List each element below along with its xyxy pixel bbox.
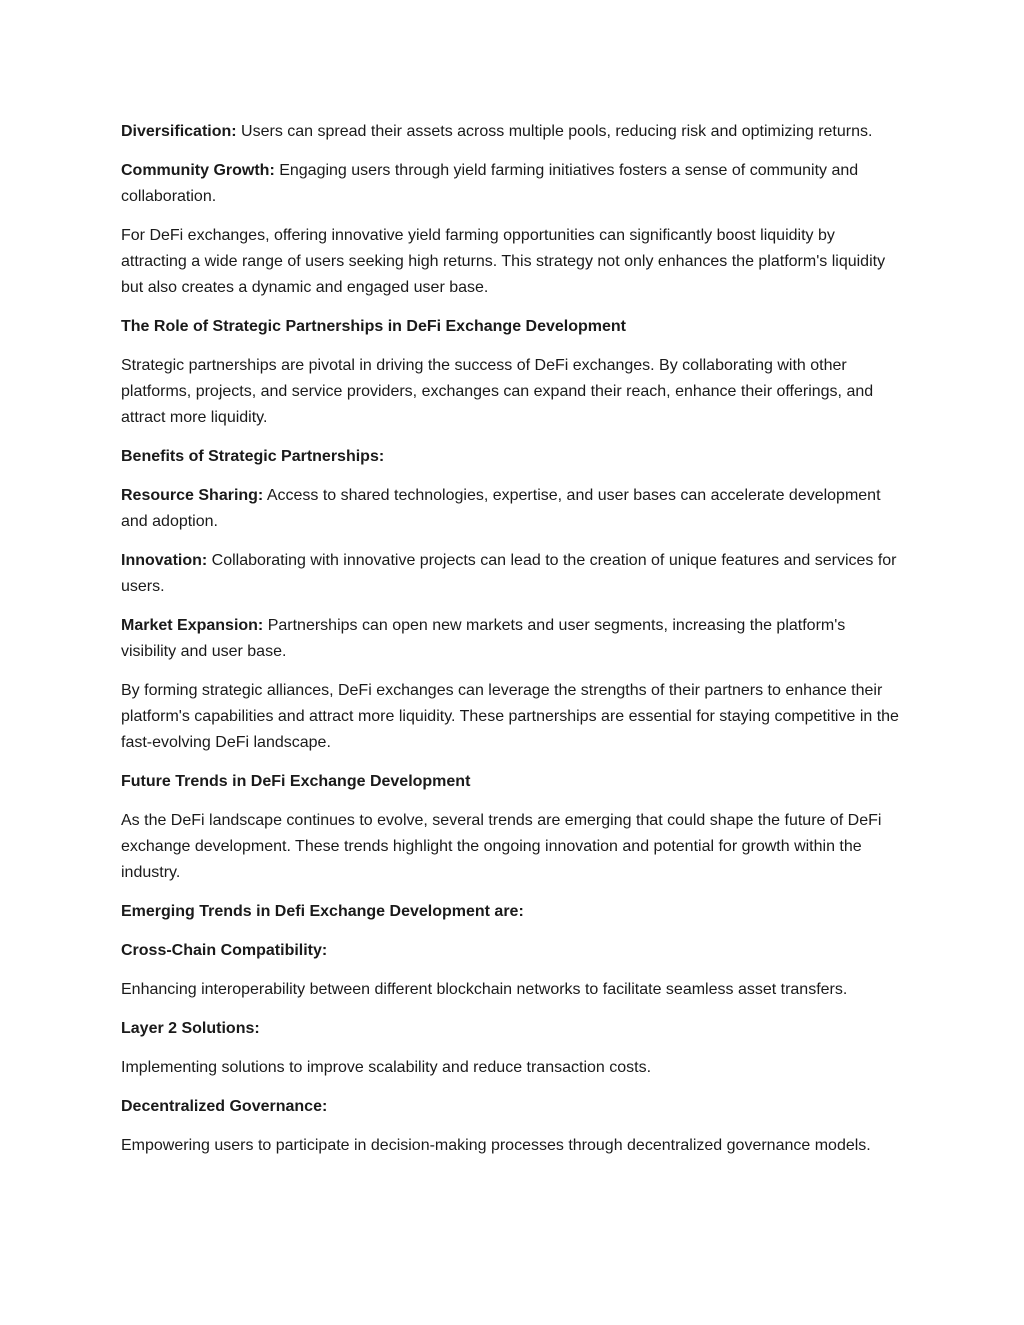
paragraph-text: As the DeFi landscape continues to evolve, several trends are emerging that could shape the future of DeFi exchange development. These trends highlight the ongoing innovation and potential for growth within the industry. [121, 812, 882, 881]
paragraph-text: Implementing solutions to improve scalability and reduce transaction costs. [121, 1059, 652, 1076]
section-heading-strategic-partnerships: The Role of Strategic Partnerships in DeFi Exchange Development [121, 318, 627, 335]
paragraph-cross-chain [121, 977, 903, 1003]
paragraph-text: Strategic partnerships are pivotal in driving the success of DeFi exchanges. By collaborating with other platforms, projects, and service providers, exchanges can expand their reach, enhance their offerings, and attract more liquidity. [121, 357, 874, 426]
subheading-governance: Decentralized Governance: [121, 1098, 328, 1115]
paragraph-text: By forming strategic alliances, DeFi exchanges can leverage the strengths of their partners to enhance their platform's capabilities and attract more liquidity. These partnerships are essential for staying competitive in the fast-evolving DeFi landscape. [121, 682, 899, 751]
subheading-benefits: Benefits of Strategic Partnerships: [121, 448, 385, 465]
subheading-emerging-trends: Emerging Trends in Defi Exchange Development are: [121, 903, 524, 920]
paragraph-text: Enhancing interoperability between different blockchain networks to facilitate seamless asset transfers. [121, 981, 848, 998]
paragraph-text: For DeFi exchanges, offering innovative yield farming opportunities can significantly boost liquidity by attracting a wide range of users seeking high returns. This strategy not only enhances the platform's liquidity but also creates a dynamic and engaged user base. [121, 227, 886, 296]
document-page [121, 119, 903, 1172]
paragraph-strategic-alliances [121, 678, 903, 756]
paragraph-innovation [121, 548, 903, 600]
paragraph-trends-intro [121, 808, 903, 886]
paragraph-text: Partnerships can open new markets and user segments, increasing the platform's visibility and user base. [121, 617, 846, 660]
paragraph-governance [121, 1133, 903, 1159]
term-label: Resource Sharing: [121, 487, 264, 504]
subheading-layer2: Layer 2 Solutions: [121, 1020, 260, 1037]
subheading-cross-chain: Cross-Chain Compatibility: [121, 942, 328, 959]
paragraph-yield-farming-liquidity [121, 223, 903, 301]
section-heading-future-trends: Future Trends in DeFi Exchange Development [121, 773, 471, 790]
paragraph-layer2 [121, 1055, 903, 1081]
paragraph-partnerships-intro [121, 353, 903, 431]
paragraph-market-expansion [121, 613, 903, 665]
paragraph-text: Users can spread their assets across multiple pools, reducing risk and optimizing returns. [236, 123, 873, 140]
paragraph-resource-sharing [121, 483, 903, 535]
paragraph-text: Access to shared technologies, expertise, and user bases can accelerate development and adoption. [121, 487, 881, 530]
paragraph-diversification [121, 119, 903, 145]
term-label: Innovation: [121, 552, 208, 569]
term-label: Diversification: [121, 123, 237, 140]
term-label: Community Growth: [121, 162, 275, 179]
paragraph-text: Engaging users through yield farming initiatives fosters a sense of community and collaboration. [121, 162, 859, 205]
paragraph-text: Collaborating with innovative projects can lead to the creation of unique features and services for users. [121, 552, 897, 595]
paragraph-community-growth [121, 158, 903, 210]
term-label: Market Expansion: [121, 617, 264, 634]
paragraph-text: Empowering users to participate in decision-making processes through decentralized governance models. [121, 1137, 871, 1154]
